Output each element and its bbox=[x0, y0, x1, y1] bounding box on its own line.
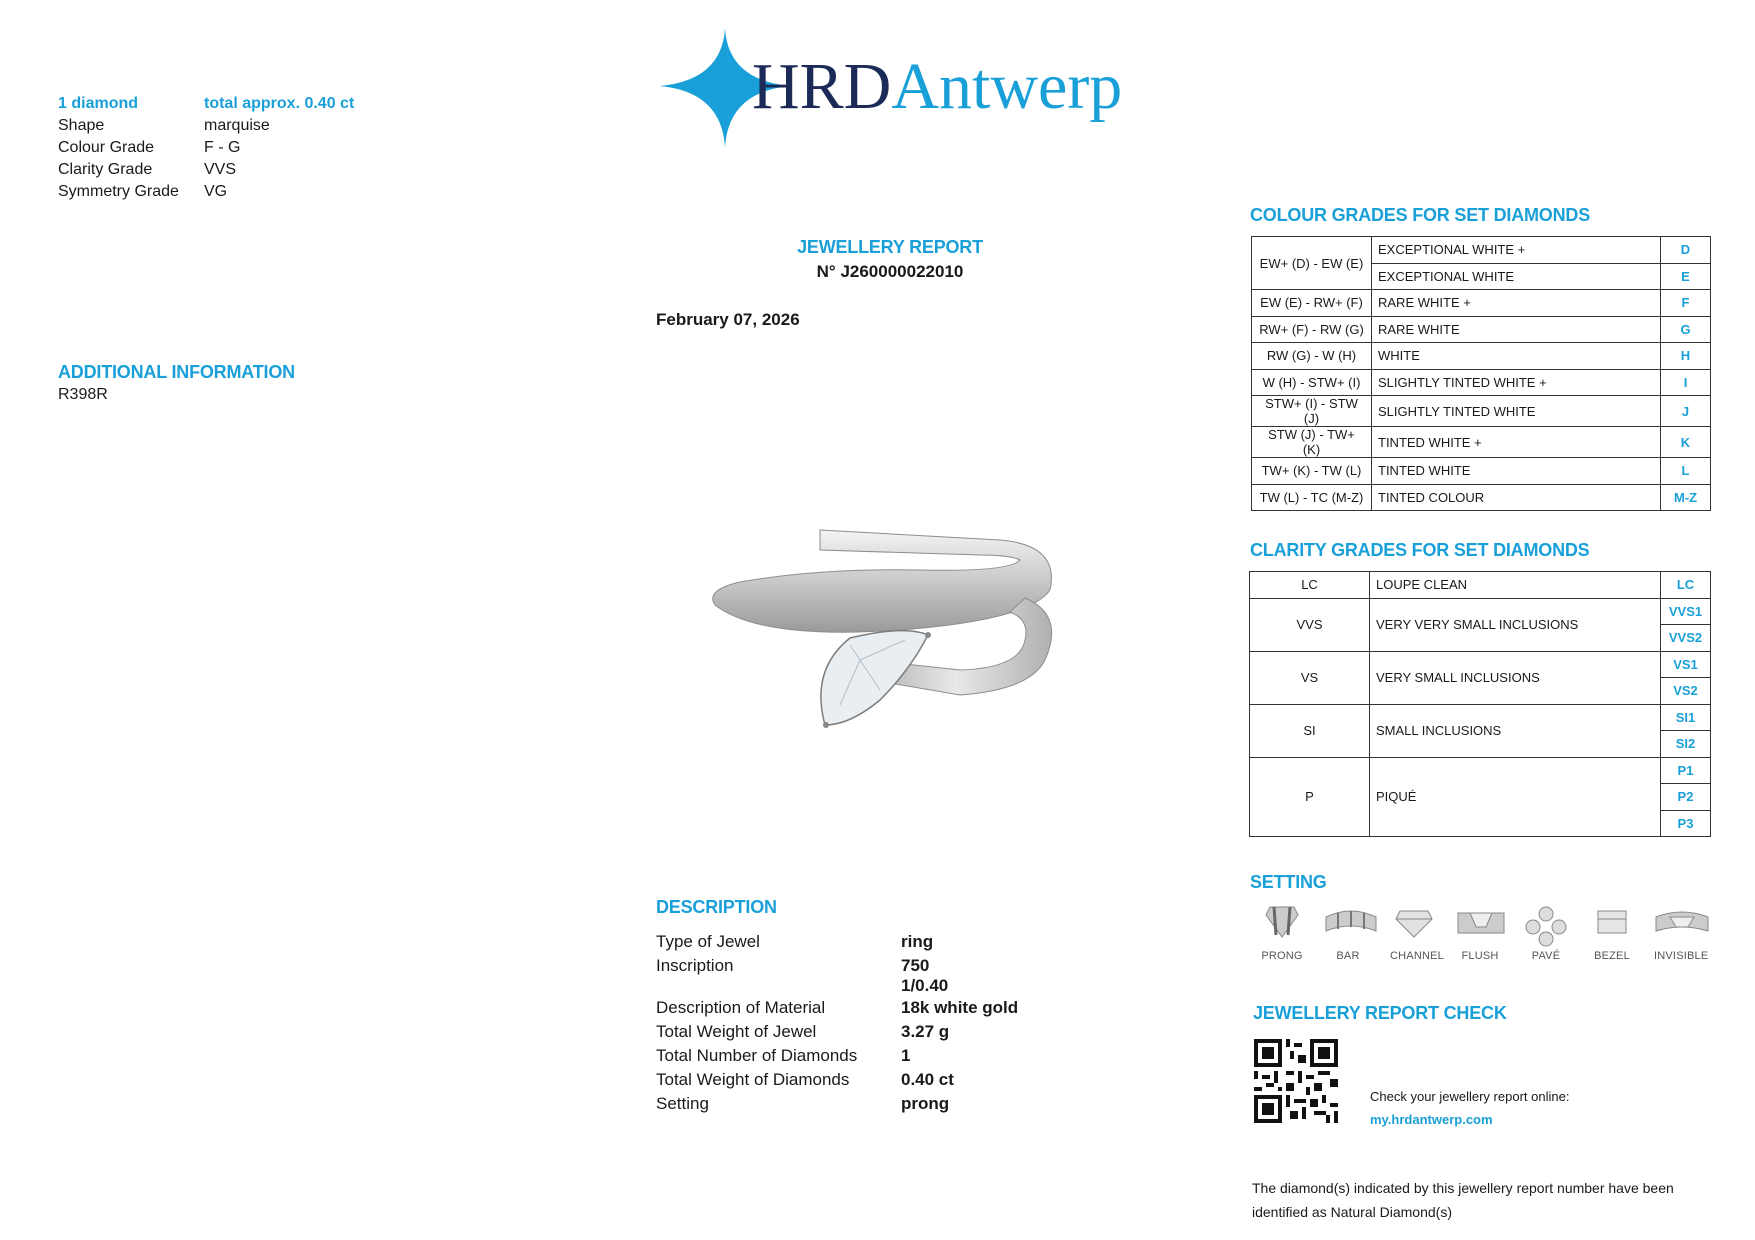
clarity-code: P2 bbox=[1661, 784, 1711, 811]
colour-name: TINTED WHITE bbox=[1372, 458, 1661, 485]
logo-hrd: HRD bbox=[752, 50, 892, 123]
colour-range: EW+ (D) - EW (E) bbox=[1252, 237, 1372, 290]
clarity-code: VS1 bbox=[1661, 651, 1711, 678]
logo-antwerp: Antwerp bbox=[891, 50, 1123, 123]
qr-code-icon[interactable] bbox=[1254, 1039, 1338, 1123]
description-row: Total Weight of Diamonds 0.40 ct bbox=[656, 1070, 954, 1089]
clarity-grade: VVS bbox=[1250, 598, 1370, 651]
colour-range: RW+ (F) - RW (G) bbox=[1252, 316, 1372, 343]
additional-value: R398R bbox=[58, 386, 108, 403]
colour-range: STW (J) - TW+ (K) bbox=[1252, 427, 1372, 458]
additional-title: ADDITIONAL INFORMATION bbox=[58, 362, 295, 382]
summary-label: Colour Grade bbox=[58, 139, 155, 156]
summary-block bbox=[58, 93, 398, 203]
check-title: JEWELLERY REPORT CHECK bbox=[1253, 1003, 1507, 1023]
clarity-grade: LC bbox=[1250, 572, 1370, 599]
description-table bbox=[656, 930, 1116, 1116]
colour-range: W (H) - STW+ (I) bbox=[1252, 369, 1372, 396]
description-row: Type of Jewel ring bbox=[656, 932, 934, 951]
report-date: February 07, 2026 bbox=[656, 310, 800, 329]
clarity-grades-title: CLARITY GRADES FOR SET DIAMONDS bbox=[1250, 540, 1590, 560]
flush-setting-icon: FLUSH bbox=[1456, 905, 1504, 962]
channel-setting-icon: CHANNEL bbox=[1390, 905, 1438, 962]
colour-code: D bbox=[1661, 237, 1711, 264]
colour-code: H bbox=[1661, 343, 1711, 370]
bezel-setting-icon: BEZEL bbox=[1588, 905, 1636, 962]
pave-setting-icon: PAVÉ bbox=[1522, 905, 1570, 962]
colour-code: G bbox=[1661, 316, 1711, 343]
colour-grades-table bbox=[1251, 236, 1711, 511]
clarity-code: VVS2 bbox=[1661, 625, 1711, 652]
setting-title: SETTING bbox=[1250, 872, 1327, 892]
colour-range: EW (E) - RW+ (F) bbox=[1252, 290, 1372, 317]
summary-value: marquise bbox=[204, 117, 270, 134]
bar-setting-icon: BAR bbox=[1324, 905, 1372, 962]
colour-name: RARE WHITE bbox=[1372, 316, 1661, 343]
clarity-code: VVS1 bbox=[1661, 598, 1711, 625]
clarity-name: LOUPE CLEAN bbox=[1370, 572, 1661, 599]
clarity-name: SMALL INCLUSIONS bbox=[1370, 704, 1661, 757]
summary-label: Shape bbox=[58, 117, 105, 134]
colour-name: SLIGHTLY TINTED WHITE bbox=[1372, 396, 1661, 427]
colour-range: TW+ (K) - TW (L) bbox=[1252, 458, 1372, 485]
colour-code: I bbox=[1661, 369, 1711, 396]
description-row: Setting prong bbox=[656, 1094, 950, 1113]
clarity-name: VERY SMALL INCLUSIONS bbox=[1370, 651, 1661, 704]
ring-image bbox=[700, 520, 1080, 740]
check-link[interactable]: my.hrdantwerp.com bbox=[1370, 1112, 1493, 1127]
colour-name: TINTED WHITE + bbox=[1372, 427, 1661, 458]
colour-range: TW (L) - TC (M-Z) bbox=[1252, 484, 1372, 511]
description-row: Description of Material 18k white gold bbox=[656, 998, 1019, 1017]
colour-name: EXCEPTIONAL WHITE + bbox=[1372, 237, 1661, 264]
clarity-code: SI2 bbox=[1661, 731, 1711, 758]
description-title: DESCRIPTION bbox=[656, 897, 777, 917]
description-row: Total Weight of Jewel 3.27 g bbox=[656, 1022, 950, 1041]
check-text: Check your jewellery report online: bbox=[1370, 1089, 1570, 1104]
clarity-grade: P bbox=[1250, 757, 1370, 837]
summary-value: F - G bbox=[204, 139, 241, 156]
report-number: N° J260000022010 bbox=[816, 262, 964, 281]
summary-value: VVS bbox=[204, 161, 237, 178]
footer-note bbox=[1252, 1176, 1674, 1224]
setting-icons bbox=[1258, 905, 1718, 965]
summary-label: Symmetry Grade bbox=[58, 183, 179, 200]
colour-code: E bbox=[1661, 263, 1711, 290]
description-row: Inscription 750 1/0.40 bbox=[656, 956, 949, 995]
colour-name: TINTED COLOUR bbox=[1372, 484, 1661, 511]
logo bbox=[660, 28, 1140, 148]
prong-setting-icon: PRONG bbox=[1258, 905, 1306, 962]
colour-range: RW (G) - W (H) bbox=[1252, 343, 1372, 370]
clarity-grade: SI bbox=[1250, 704, 1370, 757]
clarity-code: LC bbox=[1661, 572, 1711, 599]
summary-label: Clarity Grade bbox=[58, 161, 153, 178]
clarity-name: PIQUÉ bbox=[1370, 757, 1661, 837]
colour-code: L bbox=[1661, 458, 1711, 485]
colour-code: F bbox=[1661, 290, 1711, 317]
report-title: JEWELLERY REPORT bbox=[797, 237, 983, 257]
colour-range: STW+ (I) - STW (J) bbox=[1252, 396, 1372, 427]
clarity-grade: VS bbox=[1250, 651, 1370, 704]
colour-name: WHITE bbox=[1372, 343, 1661, 370]
colour-name: SLIGHTLY TINTED WHITE + bbox=[1372, 369, 1661, 396]
description-row: Total Number of Diamonds 1 bbox=[656, 1046, 911, 1065]
colour-code: K bbox=[1661, 427, 1711, 458]
footer-line: identified as Natural Diamond(s) bbox=[1252, 1204, 1452, 1220]
clarity-code: VS2 bbox=[1661, 678, 1711, 705]
clarity-code: P1 bbox=[1661, 757, 1711, 784]
colour-name: EXCEPTIONAL WHITE bbox=[1372, 263, 1661, 290]
invisible-setting-icon: INVISIBLE bbox=[1654, 905, 1702, 962]
summary-head-label: 1 diamond bbox=[58, 95, 139, 112]
colour-name: RARE WHITE + bbox=[1372, 290, 1661, 317]
colour-grades-title: COLOUR GRADES FOR SET DIAMONDS bbox=[1250, 205, 1591, 225]
colour-code: M-Z bbox=[1661, 484, 1711, 511]
clarity-grades-table bbox=[1249, 571, 1711, 837]
clarity-name: VERY VERY SMALL INCLUSIONS bbox=[1370, 598, 1661, 651]
summary-value: VG bbox=[204, 183, 228, 200]
clarity-code: SI1 bbox=[1661, 704, 1711, 731]
colour-code: J bbox=[1661, 396, 1711, 427]
summary-head-value: total approx. 0.40 ct bbox=[204, 95, 355, 112]
clarity-code: P3 bbox=[1661, 810, 1711, 837]
footer-line: The diamond(s) indicated by this jewellery report number have been bbox=[1252, 1180, 1674, 1196]
